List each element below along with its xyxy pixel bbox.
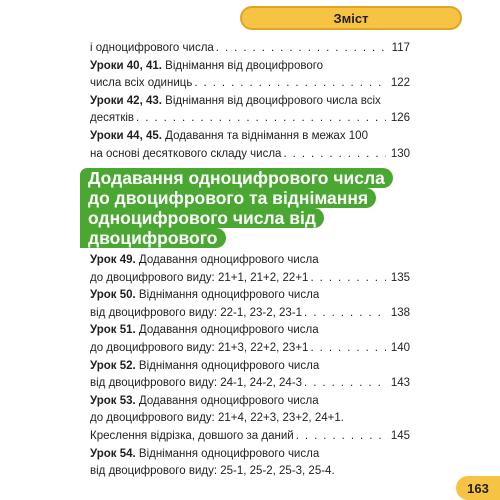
toc-entry[interactable] <box>90 305 410 323</box>
banner-line: Додавання одноцифрового числа <box>80 168 393 188</box>
toc-entry[interactable] <box>90 252 410 270</box>
toc-entry-text <box>90 93 381 111</box>
bleed-through-text <box>420 50 500 160</box>
toc-entry[interactable] <box>90 40 410 58</box>
dot-leader <box>283 146 386 164</box>
lesson-title: Креслення відрізка, довшого за даний <box>90 429 294 442</box>
lesson-title: десятків <box>90 112 135 125</box>
toc-entry-text <box>90 58 323 76</box>
toc-page-number: 138 <box>390 306 410 319</box>
toc-entry-text <box>90 428 294 446</box>
toc-entry[interactable] <box>90 146 410 164</box>
dot-leader <box>310 340 386 358</box>
lesson-title: від двоцифрового виду: 25-1, 25-2, 25-3, 25-4. <box>90 465 335 478</box>
page-number-badge <box>456 476 500 500</box>
lesson-title: на основі десяткового складу числа <box>90 147 282 160</box>
toc-entry-text <box>90 270 308 288</box>
dot-leader <box>194 75 386 93</box>
toc-entry-text <box>90 322 319 340</box>
lesson-number: Урок 51. <box>90 324 136 337</box>
toc-page-number: 117 <box>391 42 410 54</box>
lesson-title: до двоцифрового виду: 21+3, 22+2, 23+1 <box>90 341 309 354</box>
banner-line: одноцифрового числа від <box>80 208 324 228</box>
lesson-title: числа всіх одиниць <box>90 77 193 90</box>
lesson-title: до двоцифрового виду: 21+1, 21+2, 22+1 <box>90 271 309 284</box>
toc-entry-text <box>90 305 302 323</box>
toc-entry-text <box>90 146 281 164</box>
toc-entry[interactable] <box>90 93 410 111</box>
lesson-number: Урок 49. <box>90 254 136 266</box>
toc-entry-text <box>90 410 344 428</box>
lesson-number: Урок 52. <box>90 359 136 372</box>
toc-entry-text <box>90 128 368 146</box>
toc-entry[interactable] <box>90 358 410 376</box>
toc-entry-text <box>90 340 308 358</box>
lesson-title: Віднімання від двоцифрового <box>161 59 324 72</box>
section-banner <box>80 168 420 248</box>
lesson-title: до двоцифрового виду: 21+4, 22+3, 23+2, 24+1. <box>90 412 344 425</box>
toc-entry-text <box>90 287 319 305</box>
toc-entry[interactable] <box>90 322 410 340</box>
lesson-title: і одноцифрового числа <box>90 42 214 54</box>
toc-page-number: 145 <box>390 429 410 442</box>
toc-entry[interactable] <box>90 287 410 305</box>
toc-entry[interactable] <box>90 128 410 146</box>
lesson-title: Віднімання одноцифрового числа <box>135 289 320 302</box>
lesson-title: Додавання та віднімання в межах 100 <box>161 129 368 142</box>
toc-entry[interactable] <box>90 58 410 76</box>
lesson-number: Урок 54. <box>90 447 136 460</box>
dot-leader <box>310 270 386 288</box>
toc-page-number: 140 <box>390 341 410 354</box>
toc-entry[interactable] <box>90 393 410 411</box>
toc-entry[interactable] <box>90 270 410 288</box>
toc-entry[interactable] <box>90 463 410 481</box>
toc-entry-text <box>90 40 214 58</box>
dot-leader <box>216 40 386 58</box>
toc-entry-text <box>90 75 192 93</box>
toc-entry[interactable] <box>90 446 410 464</box>
lesson-title: Додавання одноцифрового числа <box>135 324 319 337</box>
toc-entry-text <box>90 375 302 393</box>
banner-line: до двоцифрового та віднімання <box>80 188 376 208</box>
toc-entry-text <box>90 393 319 411</box>
banner-line: двоцифрового <box>80 228 226 248</box>
lesson-number: Урок 53. <box>90 394 136 407</box>
toc-entry[interactable] <box>90 110 410 128</box>
contents-header <box>240 6 462 30</box>
toc-entry-text <box>90 463 335 481</box>
page-number: 163 <box>467 480 489 496</box>
toc-entry-text <box>90 358 319 376</box>
lesson-number: Урок 50. <box>90 289 136 302</box>
lesson-title: Віднімання від двоцифрового числа всіх <box>161 94 381 107</box>
lesson-title: Додавання одноцифрового числа <box>135 394 319 407</box>
toc-list-bottom <box>90 252 410 481</box>
lesson-title: від двоцифрового виду: 22-1, 23-2, 23-1 <box>90 306 303 319</box>
lesson-number: Уроки 44, 45. <box>90 129 162 142</box>
lesson-title: Додавання одноцифрового числа <box>135 254 319 266</box>
toc-entry[interactable] <box>90 375 410 393</box>
toc-entry-text <box>90 110 134 128</box>
lesson-number: Уроки 42, 43. <box>90 94 162 107</box>
contents-title: Зміст <box>333 10 369 26</box>
lesson-title: Віднімання одноцифрового числа <box>135 359 320 372</box>
lesson-title: Віднімання одноцифрового числа <box>135 447 320 460</box>
toc-entry-text <box>90 446 319 464</box>
toc-page-number: 122 <box>390 77 410 90</box>
toc-entry[interactable] <box>90 75 410 93</box>
toc-entry-text <box>90 252 319 270</box>
lesson-title: від двоцифрового виду: 24-1, 24-2, 24-3 <box>90 377 303 390</box>
lesson-number: Уроки 40, 41. <box>90 59 162 72</box>
toc-entry[interactable] <box>90 340 410 358</box>
toc-entry[interactable] <box>90 428 410 446</box>
toc-page-number: 130 <box>390 147 410 160</box>
dot-leader <box>304 305 386 323</box>
toc-page-number: 135 <box>390 271 410 284</box>
dot-leader <box>304 375 386 393</box>
toc-page-number: 126 <box>390 112 410 125</box>
toc-list-top <box>90 40 410 163</box>
dot-leader <box>296 428 386 446</box>
toc-entry[interactable] <box>90 410 410 428</box>
dot-leader <box>136 110 386 128</box>
toc-page-number: 143 <box>390 377 410 390</box>
